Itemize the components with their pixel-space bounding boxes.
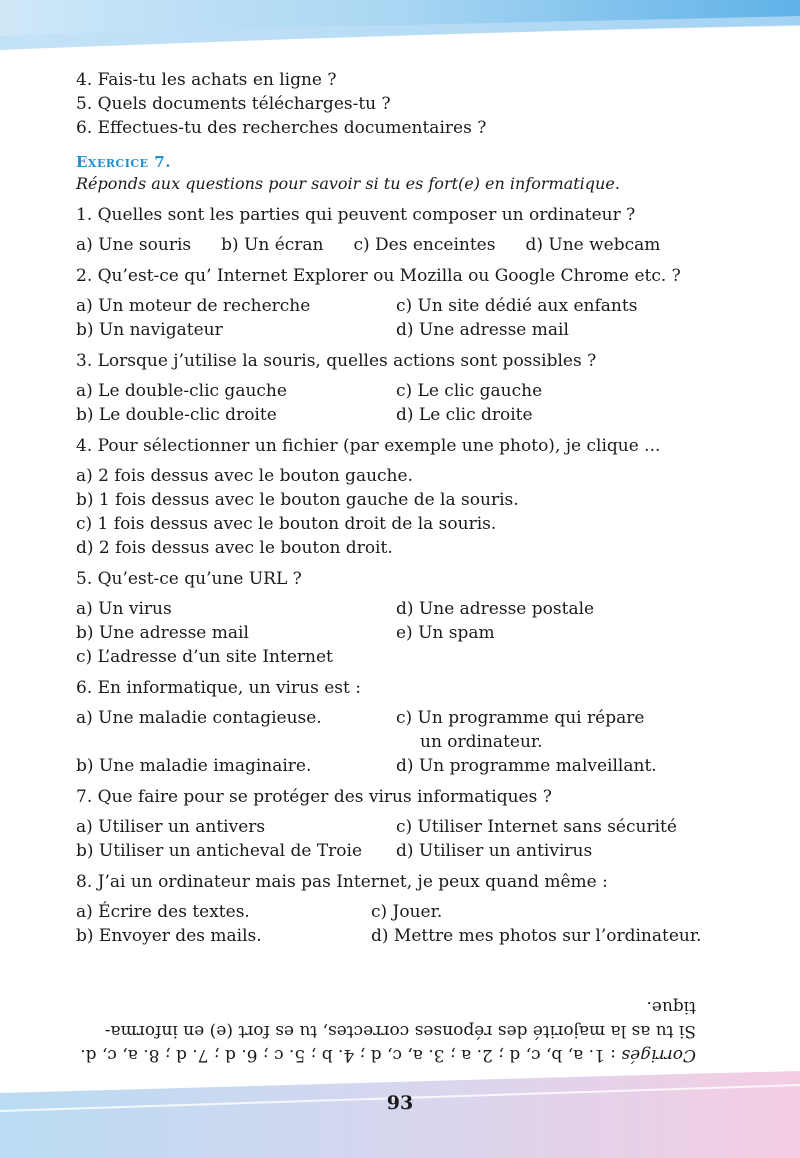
option: b) Un écran	[221, 235, 324, 255]
option: a) Un moteur de recherche	[76, 296, 311, 316]
option: d) Une adresse postale	[396, 599, 595, 619]
option: b) Utiliser un anticheval de Troie	[76, 841, 363, 861]
option: b) Envoyer des mails.	[76, 926, 262, 946]
question-5: 5. Qu’est-ce qu’une URL ?	[76, 569, 302, 589]
question-3: 3. Lorsque j’utilise la souris, quelles actions sont possibles ?	[76, 351, 597, 371]
option: b) 1 fois dessus avec le bouton gauche de la souris.	[76, 490, 519, 510]
option: c) Un programme qui répare	[396, 708, 645, 728]
option: c) 1 fois dessus avec le bouton droit de la souris.	[76, 514, 497, 534]
option: c) Le clic gauche	[396, 381, 543, 401]
option: a) Une maladie contagieuse.	[76, 708, 322, 728]
question-3-options	[76, 379, 756, 403]
page-content	[76, 68, 756, 948]
option: b) Une maladie imaginaire.	[76, 756, 312, 776]
exercise-title: Exercice 7.	[76, 153, 171, 171]
question-2: 2. Qu’est-ce qu’ Internet Explorer ou Mozilla ou Google Chrome etc. ?	[76, 266, 681, 286]
question-6: 6. En informatique, un virus est :	[76, 678, 361, 698]
question-7-options	[76, 815, 756, 839]
page-number: 93	[386, 1092, 414, 1114]
option: a) 2 fois dessus avec le bouton gauche.	[76, 466, 413, 486]
question-5-options	[76, 597, 756, 621]
option: d) Une webcam	[525, 235, 661, 255]
answer-key-upside-down	[76, 995, 696, 1067]
question-6-options	[76, 706, 756, 730]
answer-key-label: Corrigés	[621, 1045, 696, 1065]
question-1-options	[76, 233, 756, 257]
option: a) Utiliser un antivers	[76, 817, 266, 837]
option: c) Utiliser Internet sans sécurité	[396, 817, 677, 837]
option: b) Une adresse mail	[76, 623, 249, 643]
question-2-options	[76, 294, 756, 318]
option: b) Un navigateur	[76, 320, 223, 340]
option-continuation: un ordinateur.	[420, 732, 543, 752]
option: a) Une souris	[76, 235, 192, 255]
answer-key-line: tique.	[646, 997, 696, 1017]
option: a) Écrire des textes.	[76, 902, 250, 922]
answer-key-answers: : 1. a, b, c, d ; 2. a ; 3. a, c, d ; 4. b ; 5. c ; 6. d ; 7. d ; 8. a, c, d.	[80, 1045, 622, 1065]
option: b) Le double-clic droite	[76, 405, 277, 425]
option: d) Utiliser un antivirus	[396, 841, 593, 861]
option: d) Mettre mes photos sur l’ordinateur.	[371, 926, 702, 946]
option: c) L’adresse d’un site Internet	[76, 647, 333, 667]
question-8: 8. J’ai un ordinateur mais pas Internet, je peux quand même :	[76, 872, 608, 892]
option: c) Jouer.	[371, 902, 443, 922]
question-1: 1. Quelles sont les parties qui peuvent composer un ordinateur ?	[76, 205, 636, 225]
option: a) Un virus	[76, 599, 172, 619]
option: c) Un site dédié aux enfants	[396, 296, 638, 316]
question-7: 7. Que faire pour se protéger des virus informatiques ?	[76, 787, 552, 807]
question-8-options	[76, 900, 756, 924]
top-decorative-band	[0, 0, 800, 70]
exercise-instruction: Réponds aux questions pour savoir si tu es fort(e) en informatique.	[76, 174, 620, 193]
option: a) Le double-clic gauche	[76, 381, 287, 401]
intro-question: 5. Quels documents télécharges-tu ?	[76, 94, 391, 114]
answer-key-line: Si tu as la majorité des réponses correctes, tu es fort (e) en informa-	[104, 1021, 696, 1041]
option: c) Des enceintes	[353, 235, 496, 255]
option: d) Un programme malveillant.	[396, 756, 657, 776]
option: d) Une adresse mail	[396, 320, 569, 340]
intro-question: 6. Effectues-tu des recherches documentaires ?	[76, 118, 487, 138]
option: e) Un spam	[396, 623, 495, 643]
option: d) Le clic droite	[396, 405, 533, 425]
option: d) 2 fois dessus avec le bouton droit.	[76, 538, 393, 558]
intro-question: 4. Fais-tu les achats en ligne ?	[76, 70, 337, 90]
question-4: 4. Pour sélectionner un fichier (par exemple une photo), je clique ...	[76, 436, 661, 456]
